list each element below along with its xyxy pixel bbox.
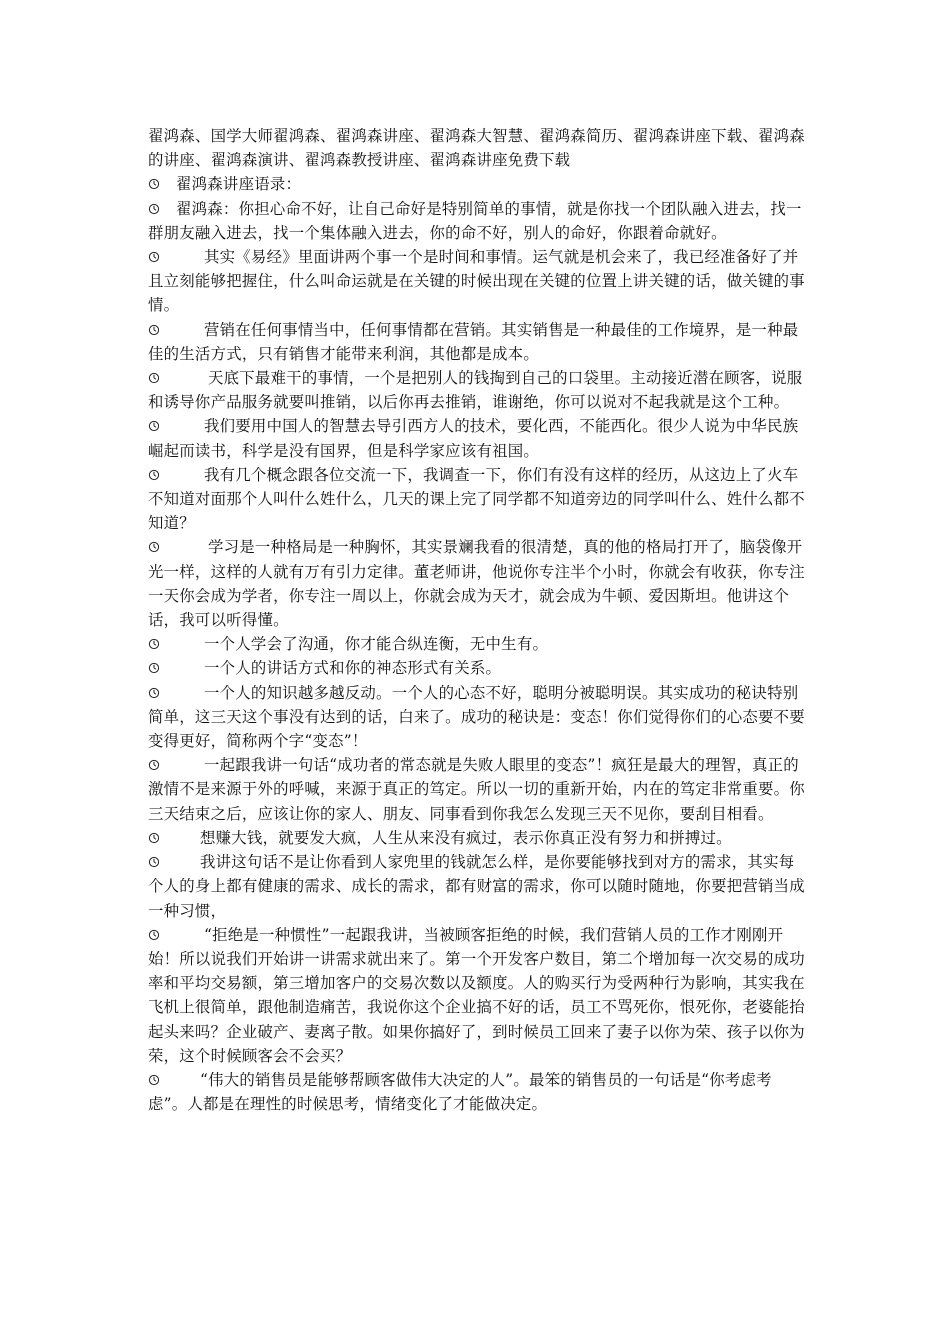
heading-text: 翟鸿森讲座语录： [176, 175, 302, 194]
clock-bullet-icon [148, 832, 160, 844]
clock-bullet-icon [148, 687, 160, 699]
clock-bullet-icon [148, 469, 160, 481]
quote-text: 想赚大钱，就要发大疯，人生从来没有疯过，表示你真正没有努力和拼搏过。 [200, 828, 732, 847]
quote-text: “拒绝是一种惯性”一起跟我讲，当被顾客拒绝的时候，我们营销人员的工作才刚刚开始！所以说我们开始讲一讲需求就出来了。第一个开发客户数目，第二个增加每一次交易的成功率和平均交易额，第三增加客户的交易次数以及额度。人的购买行为受两种行为影响，其实我在飞机上很简单，跟他制造痛苦，我说你这个企业搞不好的话，员工不骂死你，恨死你，老婆能抬起头来吗？企业破产、妻离子散。如果你搞好了，到时候员工回来了妻子以你为荣、孩子以你为荣，这个时候顾客会不会买？ [148, 925, 805, 1065]
quote-text: “伟大的销售员是能够帮顾客做伟大决定的人”。最笨的销售员的一句话是“你考虑考虑”。人都是在理性的时候思考，情绪变化了才能做决定。 [148, 1070, 772, 1114]
clock-bullet-icon [148, 541, 160, 553]
quote-paragraph [148, 414, 808, 462]
quote-text: 学习是一种格局是一种胸怀，其实景斓我看的很清楚，真的他的格局打开了，脑袋像开光一样，这样的人就有万有引力定律。董老师讲，他说你专注半个小时，你就会有收获，你专注一天你会成为学者，你专注一周以上，你就会成为天才，就会成为牛顿、爱因斯坦。他讲这个话，我可以听得懂。 [148, 538, 805, 630]
quote-text: 天底下最难干的事情，一个是把别人的钱掏到自己的口袋里。主动接近潜在顾客，说服和诱导你产品服务就要叫推销，以后你再去推销，谁谢绝，你可以说对不起我就是这个工种。 [148, 369, 803, 412]
clock-bullet-icon [148, 203, 160, 215]
quote-paragraph [148, 826, 808, 850]
quote-text: 一起跟我讲一句话“成功者的常态就是失败人眼里的变态”！疯狂是最大的理智，真正的激情不是来源于外的呼喊，来源于真正的笃定。所以一切的重新开始，内在的笃定非常重要。你三天结束之后，应该让你的家人、朋友、同事看到你我怎么发现三天不见你，要刮目相看。 [148, 756, 805, 823]
quote-paragraph [148, 366, 808, 414]
quote-paragraph [148, 1068, 808, 1116]
clock-bullet-icon [148, 1074, 160, 1086]
clock-bullet-icon [148, 856, 160, 868]
clock-bullet-icon [148, 662, 160, 674]
quote-paragraph [148, 850, 808, 923]
quote-text: 一个人的知识越多越反动。一个人的心态不好，聪明分被聪明误。其实成功的秘诀特别简单，这三天这个事没有达到的话，白来了。成功的秘诀是：变态！你们觉得你们的心态要不要变得更好，简称两个字“变态”！ [148, 683, 805, 751]
quote-paragraph [148, 463, 808, 536]
quote-paragraph [148, 923, 808, 1068]
clock-bullet-icon [148, 929, 160, 941]
keywords-paragraph: 翟鸿森、国学大师翟鸿森、翟鸿森讲座、翟鸿森大智慧、翟鸿森简历、翟鸿森讲座下载、翟鸿森的讲座、翟鸿森演讲、翟鸿森教授讲座、翟鸿森讲座免费下载 [148, 127, 805, 170]
quote-paragraph [148, 245, 808, 318]
quote-text: 营销在任何事情当中，任何事情都在营销。其实销售是一种最佳的工作境界，是一种最佳的生活方式，只有销售才能带来利润，其他都是成本。 [148, 320, 799, 363]
clock-bullet-icon [148, 759, 160, 771]
quote-paragraph [148, 753, 808, 826]
clock-bullet-icon [148, 420, 160, 432]
quote-text: 一个人学会了沟通，你才能合纵连衡，无中生有。 [204, 635, 549, 654]
document-page [148, 124, 808, 1116]
clock-bullet-icon [148, 324, 160, 336]
quote-paragraph [148, 197, 808, 245]
quote-paragraph [148, 535, 808, 632]
clock-bullet-icon [148, 251, 160, 263]
heading-line [148, 172, 808, 196]
clock-bullet-icon [148, 638, 160, 650]
quote-text: 其实《易经》里面讲两个事一个是时间和事情。运气就是机会来了，我已经准备好了并且立刻能够把握住，什么叫命运就是在关键的时候出现在关键的位置上讲关键的话，做关键的事情。 [148, 248, 805, 315]
quote-text: 我有几个概念跟各位交流一下，我调查一下，你们有没有这样的经历，从这边上了火车不知道对面那个人叫什么姓什么，几天的课上完了同学都不知道旁边的同学叫什么、姓什么都不知道？ [148, 465, 805, 533]
quote-paragraph [148, 656, 808, 680]
quote-paragraph [148, 318, 808, 366]
quote-list [148, 197, 808, 1117]
quote-paragraph [148, 632, 808, 656]
quote-text: 我们要用中国人的智慧去导引西方人的技术，要化西，不能西化。很少人说为中华民族崛起而读书，科学是没有国界，但是科学家应该有祖国。 [148, 417, 799, 460]
quote-text: 我讲这句话不是让你看到人家兜里的钱就怎么样，是你要能够找到对方的需求，其实每个人的身上都有健康的需求、成长的需求，都有财富的需求，你可以随时随地，你要把营销当成一种习惯， [148, 853, 805, 920]
quote-text: 一个人的讲话方式和你的神态形式有关系。 [204, 659, 502, 678]
quote-paragraph [148, 681, 808, 754]
clock-bullet-icon [148, 178, 160, 190]
quote-text: 翟鸿森：你担心命不好，让自己命好是特别简单的事情，就是你找一个团队融入进去，找一群朋友融入进去，找一个集体融入进去，你的命不好，别人的命好，你跟着命就好。 [148, 199, 802, 242]
clock-bullet-icon [148, 372, 160, 384]
